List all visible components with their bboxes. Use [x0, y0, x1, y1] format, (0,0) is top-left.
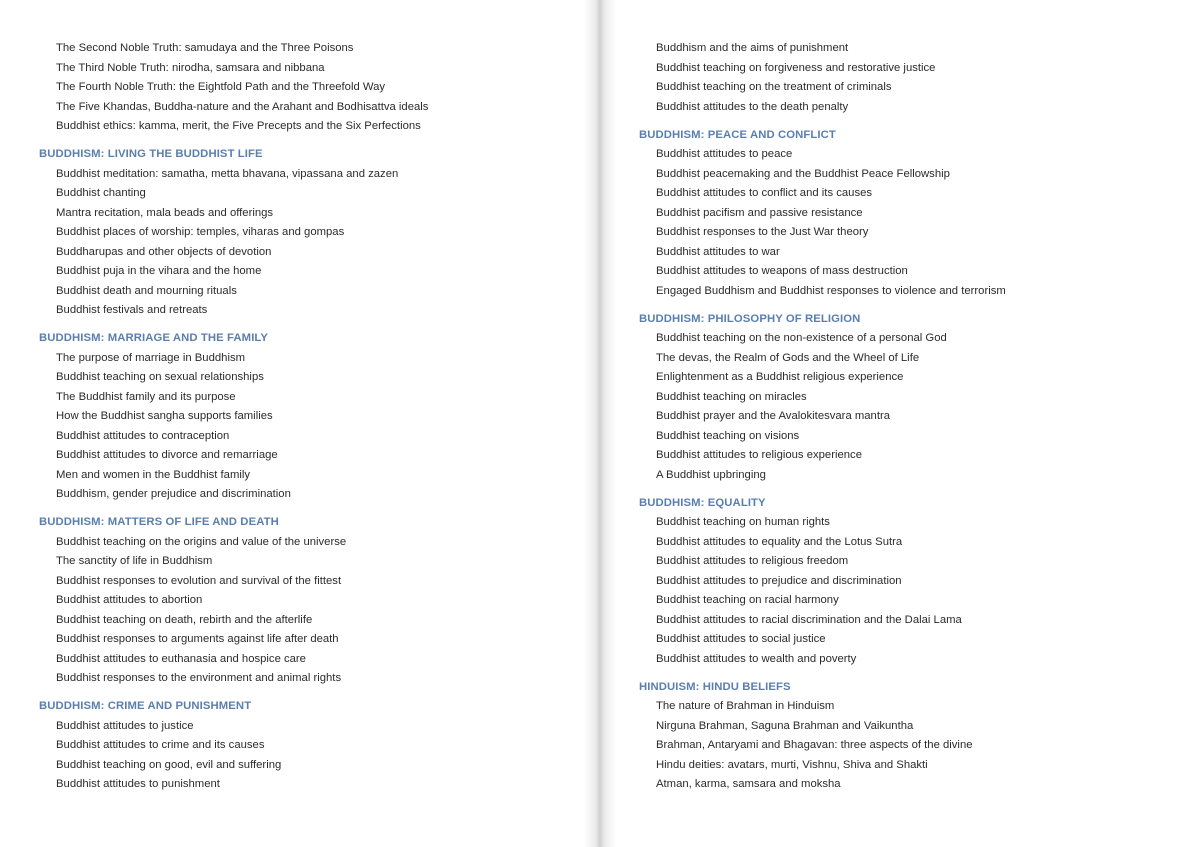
contents-entry: Buddhist teaching on visions [656, 429, 800, 442]
contents-entry: Buddhist attitudes to weapons of mass destruction [656, 265, 908, 277]
contents-entry: Buddhist teaching on human rights [656, 516, 830, 528]
left-contents-column [39, 39, 428, 795]
section-heading: BUDDHISM: MARRIAGE AND THE FAMILY [39, 332, 269, 344]
contents-entry: Buddhist attitudes to conflict and its causes [656, 187, 873, 199]
contents-entry: Buddhist attitudes to abortion [56, 594, 203, 606]
contents-entry: Buddhist puja in the vihara and the home [56, 265, 262, 277]
contents-entry: Buddhist attitudes to justice [56, 719, 194, 732]
contents-entry: The Buddhist family and its purpose [56, 390, 236, 403]
contents-entry: Buddhist attitudes to divorce and remarriage [56, 449, 278, 461]
contents-entry: Buddhist attitudes to war [656, 245, 780, 258]
contents-entry: Buddhist responses to arguments against life after death [56, 633, 339, 645]
contents-entry: Buddhist attitudes to equality and the Lotus Sutra [656, 535, 903, 548]
contents-entry: Buddhist teaching on the non-existence of a personal God [656, 332, 947, 344]
contents-entry: How the Buddhist sangha supports families [56, 410, 273, 422]
contents-entry: The Fourth Noble Truth: the Eightfold Path and the Threefold Way [56, 81, 386, 93]
section-heading: BUDDHISM: PHILOSOPHY OF RELIGION [639, 312, 861, 325]
contents-entry: Buddhist attitudes to social justice [656, 633, 826, 645]
contents-entry: Buddhist ethics: kamma, merit, the Five Precepts and the Six Perfections [56, 120, 421, 132]
contents-entry: Buddhist teaching on sexual relationships [56, 371, 264, 383]
contents-entry: Buddhist death and mourning rituals [56, 284, 237, 297]
right-page [600, 0, 1200, 847]
contents-entry: Buddhist teaching on miracles [656, 390, 807, 403]
contents-entry: Buddhist attitudes to the death penalty [656, 100, 849, 113]
contents-entry: Buddhist attitudes to religious freedom [656, 555, 849, 567]
contents-entry: Buddhist attitudes to crime and its causes [56, 739, 265, 751]
contents-entry: Buddhist responses to the Just War theory [656, 226, 869, 238]
contents-entry: Buddhist teaching on the origins and value of the universe [56, 535, 347, 548]
contents-entry: Buddhist teaching on the treatment of criminals [656, 81, 892, 93]
contents-entry: Buddhist teaching on racial harmony [656, 594, 839, 606]
section-heading: BUDDHISM: CRIME AND PUNISHMENT [39, 700, 252, 712]
contents-entry: Buddhist attitudes to religious experience [656, 449, 862, 461]
contents-entry: Buddhism, gender prejudice and discrimination [56, 488, 291, 500]
contents-entry: Buddharupas and other objects of devotion [56, 245, 272, 258]
contents-entry: Buddhist places of worship: temples, viharas and gompas [56, 226, 345, 238]
section-heading: BUDDHISM: LIVING THE BUDDHIST LIFE [39, 148, 263, 160]
contents-entry: Buddhist peacemaking and the Buddhist Peace Fellowship [656, 167, 950, 180]
section-heading: HINDUISM: HINDU BELIEFS [639, 680, 791, 693]
contents-entry: Buddhist attitudes to euthanasia and hospice care [56, 652, 306, 665]
contents-entry: Buddhist prayer and the Avalokitesvara mantra [656, 410, 891, 422]
contents-entry: Buddhist attitudes to prejudice and discrimination [656, 574, 902, 587]
contents-entry: The sanctity of life in Buddhism [56, 555, 213, 567]
right-contents-column [639, 39, 1006, 795]
contents-entry: The Second Noble Truth: samudaya and the Three Poisons [56, 42, 354, 54]
contents-entry: Buddhist responses to the environment and animal rights [56, 672, 342, 684]
contents-entry: Atman, karma, samsara and moksha [656, 778, 841, 790]
contents-entry: Buddhist teaching on good, evil and suffering [56, 758, 282, 771]
contents-entry: Hindu deities: avatars, murti, Vishnu, Shiva and Shakti [656, 758, 928, 771]
section-heading: BUDDHISM: PEACE AND CONFLICT [639, 128, 836, 141]
contents-entry: The devas, the Realm of Gods and the Wheel of Life [656, 351, 920, 364]
contents-entry: Buddhist attitudes to peace [656, 148, 793, 160]
contents-entry: Mantra recitation, mala beads and offerings [56, 206, 274, 219]
contents-entry: Enlightenment as a Buddhist religious experience [656, 371, 904, 383]
contents-entry: The purpose of marriage in Buddhism [56, 351, 246, 364]
contents-entry: Engaged Buddhism and Buddhist responses to violence and terrorism [656, 284, 1006, 297]
contents-entry: Buddhist festivals and retreats [56, 304, 208, 316]
contents-entry: The Third Noble Truth: nirodha, samsara and nibbana [56, 61, 325, 74]
contents-entry: Buddhist pacifism and passive resistance [656, 206, 863, 219]
contents-entry: The Five Khandas, Buddha-nature and the Arahant and Bodhisattva ideals [56, 100, 429, 113]
contents-entry: Buddhist meditation: samatha, metta bhavana, vipassana and zazen [56, 167, 399, 180]
contents-entry: Buddhist attitudes to contraception [56, 429, 230, 442]
contents-entry: Nirguna Brahman, Saguna Brahman and Vaikuntha [656, 719, 914, 732]
contents-entry: Buddhist teaching on forgiveness and restorative justice [656, 61, 936, 74]
contents-entry: Buddhist attitudes to racial discrimination and the Dalai Lama [656, 613, 962, 626]
contents-entry: Buddhist attitudes to punishment [56, 778, 220, 790]
contents-entry: A Buddhist upbringing [656, 468, 766, 481]
contents-entry: Buddhist responses to evolution and survival of the fittest [56, 574, 342, 587]
contents-entry: Buddhist attitudes to wealth and poverty [656, 652, 857, 665]
contents-entry: The nature of Brahman in Hinduism [656, 700, 835, 712]
contents-entry: Buddhist chanting [56, 187, 146, 199]
contents-entry: Brahman, Antaryami and Bhagavan: three aspects of the divine [656, 739, 973, 751]
contents-entry: Buddhism and the aims of punishment [656, 42, 849, 54]
section-heading: BUDDHISM: MATTERS OF LIFE AND DEATH [39, 516, 279, 528]
contents-entry: Buddhist teaching on death, rebirth and the afterlife [56, 613, 313, 626]
contents-entry: Men and women in the Buddhist family [56, 468, 251, 481]
section-heading: BUDDHISM: EQUALITY [639, 496, 766, 509]
